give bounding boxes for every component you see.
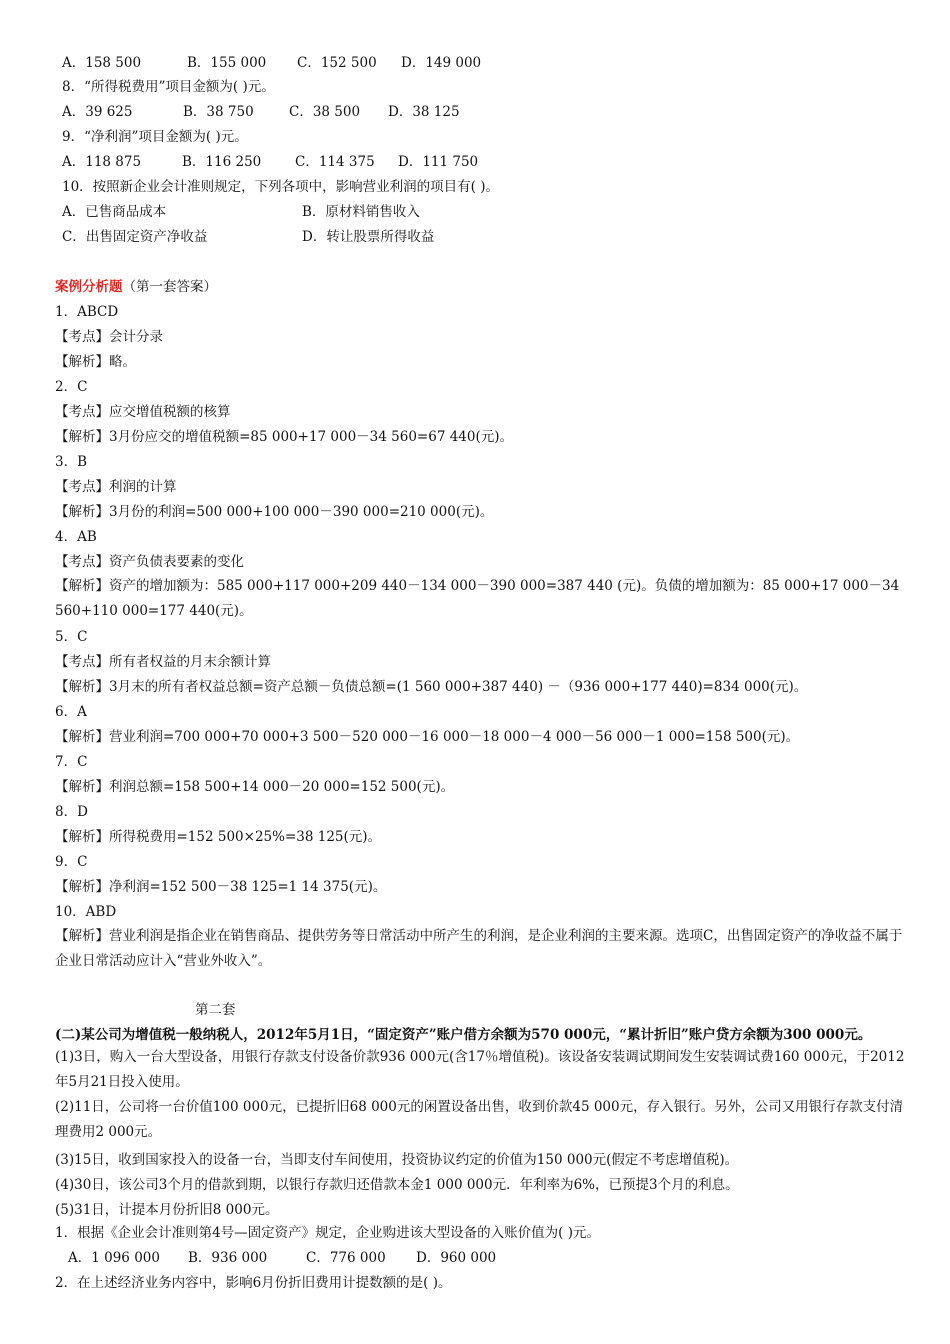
set2-heading: 第二套	[195, 1002, 236, 1018]
answer-number: 10．ABD	[55, 904, 117, 920]
option: B．116 250	[182, 154, 262, 170]
set2-q2-stem: 2．在上述经济业务内容中，影响6月份折旧费用计提数额的是( )。	[55, 1275, 452, 1291]
answer-jiexi: 【解析】略。	[55, 354, 136, 370]
option: B．155 000	[187, 55, 267, 71]
answer-kaodian: 【考点】所有者权益的月末余额计算	[55, 654, 271, 670]
answer-jiexi: 【解析】3月份应交的增值税额=85 000+17 000－34 560=67 440(元)。	[55, 429, 514, 445]
answer-number: 6．A	[55, 704, 87, 720]
answer-number: 4．AB	[55, 529, 97, 545]
answer-number: 2．C	[55, 379, 88, 395]
option: C．776 000	[306, 1250, 386, 1266]
set2-item: (1)3日，购入一台大型设备，用银行存款支付设备价款936 000元(含17％增值税)。该设备安装调试期间发生安装调试费160 000元，于2012年5月21日投入使用。	[55, 1049, 905, 1090]
set2-q1-options	[68, 1248, 928, 1268]
answer-jiexi: 【解析】净利润=152 500－38 125=1 14 375(元)。	[55, 879, 387, 895]
answer-jiexi: 【解析】资产的增加额为：585 000+117 000+209 440－134 000－390 000=387 440 (元)。负债的增加额为：85 000+17 000－34 560+110 000=177 440(元)。	[55, 578, 900, 619]
option: C．152 500	[297, 55, 377, 71]
answer-jiexi: 【解析】所得税费用=152 500×25%=38 125(元)。	[55, 829, 382, 845]
set2-item: (4)30日，该公司3个月的借款到期，以银行存款归还借款本金1 000 000元．年利率为6%，已预提3个月的利息。	[55, 1177, 739, 1193]
answer-number: 3．B	[55, 454, 88, 470]
answer-jiexi: 【解析】利润总额=158 500+14 000－20 000=152 500(元)。	[55, 779, 455, 795]
section-title: 案例分析题	[55, 279, 123, 295]
option: D．转让股票所得收益	[302, 229, 435, 245]
answer-number: 8．D	[55, 804, 88, 820]
q9-stem: 9．“净利润”项目金额为( )元。	[62, 129, 248, 145]
section-heading	[55, 277, 915, 297]
answer-kaodian: 【考点】利润的计算	[55, 479, 177, 495]
set2-item: (5)31日，计提本月份折旧8 000元。	[55, 1202, 279, 1218]
answer-kaodian: 【考点】资产负债表要素的变化	[55, 554, 244, 570]
q9-options	[62, 152, 922, 172]
answer-number: 7．C	[55, 754, 88, 770]
option: A．1 096 000	[68, 1250, 160, 1266]
option: C．114 375	[295, 154, 375, 170]
option: B．936 000	[188, 1250, 268, 1266]
answer-kaodian: 【考点】会计分录	[55, 329, 163, 345]
option: D．38 125	[388, 104, 460, 120]
set2-item: (2)11日，公司将一台价值100 000元，已提折旧68 000元的闲置设备出售，收到价款45 000元，存入银行。另外，公司又用银行存款支付清理费用2 000元。	[55, 1099, 904, 1140]
option: D．111 750	[398, 154, 479, 170]
option: C．38 500	[289, 104, 361, 120]
option: D．149 000	[401, 55, 482, 71]
set2-item: (3)15日，收到国家投入的设备一台，当即支付车间使用，投资协议约定的价值为150 000元(假定不考虑增值税)。	[55, 1152, 739, 1168]
option: B．38 750	[183, 104, 254, 120]
answer-number: 5．C	[55, 629, 88, 645]
option: A．39 625	[62, 104, 133, 120]
answer-jiexi: 【解析】营业利润是指企业在销售商品、提供劳务等日常活动中所产生的利润，是企业利润的主要来源。选项C，出售固定资产的净收益不属于企业日常活动应计入“营业外收入”。	[55, 928, 903, 969]
q7-options	[62, 53, 922, 73]
option: D．960 000	[416, 1250, 497, 1266]
answer-kaodian: 【考点】应交增值税额的核算	[55, 404, 231, 420]
answer-jiexi: 【解析】3月末的所有者权益总额=资产总额－负债总额=(1 560 000+387 440) －（936 000+177 440)=834 000(元)。	[55, 679, 808, 695]
answer-number: 9．C	[55, 854, 88, 870]
answer-number: 1．ABCD	[55, 304, 119, 320]
option: A．已售商品成本	[62, 204, 167, 220]
q8-options	[62, 102, 922, 122]
section-subtitle: （第一套答案）	[122, 279, 217, 295]
option: B．原材料销售收入	[302, 204, 420, 220]
option: C．出售固定资产净收益	[62, 229, 208, 245]
option: A．118 875	[62, 154, 142, 170]
q8-stem: 8．“所得税费用”项目金额为( )元。	[62, 79, 275, 95]
option: A．158 500	[62, 55, 142, 71]
q10-options-row2	[62, 227, 922, 247]
set2-q1-stem: 1．根据《企业会计准则第4号—固定资产》规定，企业购进该大型设备的入账价值为( )元。	[55, 1225, 601, 1241]
q10-options-row1	[62, 202, 922, 222]
set2-intro: (二)某公司为增值税一般纳税人，2012年5月1日，“固定资产”账户借方余额为570 000元，“累计折旧”账户贷方余额为300 000元。	[55, 1027, 872, 1043]
answer-jiexi: 【解析】3月份的利润=500 000+100 000－390 000=210 000(元)。	[55, 504, 494, 520]
q10-stem: 10．按照新企业会计准则规定，下列各项中，影响营业利润的项目有( )。	[62, 179, 500, 195]
answer-jiexi: 【解析】营业利润=700 000+70 000+3 500－520 000－16 000－18 000－4 000－56 000－1 000=158 500(元)。	[55, 729, 800, 745]
